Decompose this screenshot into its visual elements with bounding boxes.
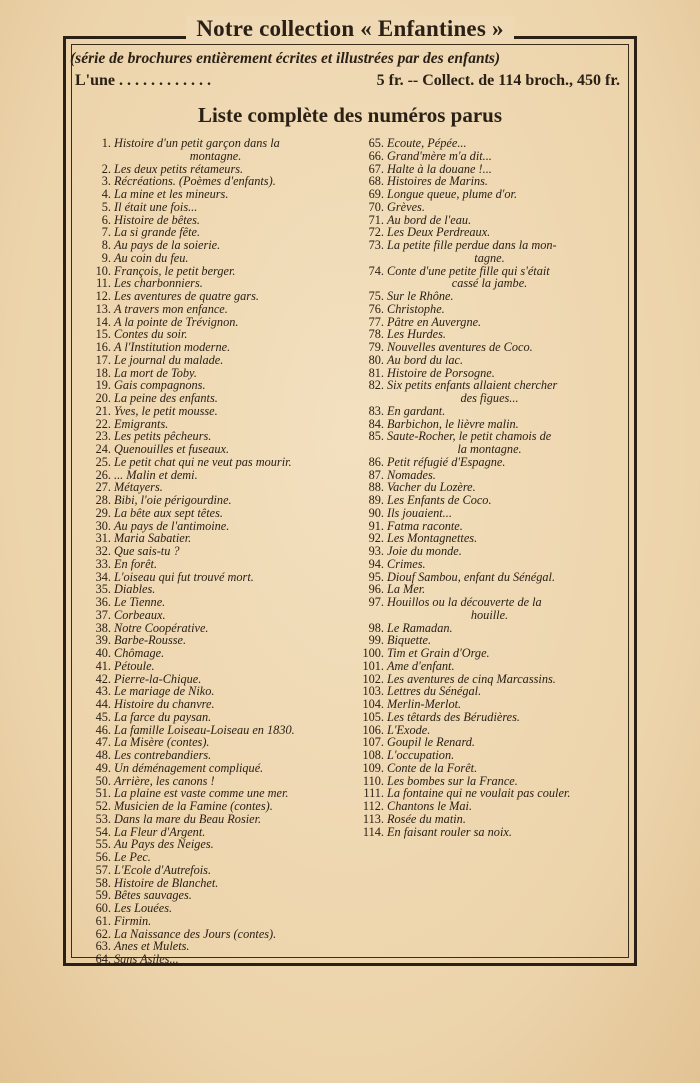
item-number: 31. <box>95 531 111 546</box>
item-number: 2. <box>101 161 111 176</box>
item-number: 97. <box>368 595 384 609</box>
item-number: 49. <box>95 760 111 775</box>
item-title-line: Les aventures de cinq Marcassins. <box>387 671 556 686</box>
item-number: 57. <box>95 862 111 877</box>
item-number: 72. <box>368 225 384 240</box>
item-number: 52. <box>95 799 111 813</box>
item-number: 27. <box>95 480 111 495</box>
item-number: 75. <box>368 289 384 303</box>
item-number: 24. <box>95 442 111 456</box>
item-title-line: La peine des enfants. <box>114 391 218 405</box>
item-title-line: Le mariage de Niko. <box>114 684 215 699</box>
item-title-continuation: des figues... <box>460 391 519 405</box>
item-title-line: A l'Institution moderne. <box>114 340 231 354</box>
item-number: 80. <box>368 352 384 367</box>
item-number: 70. <box>368 199 384 214</box>
title-box <box>0 16 700 42</box>
item-title-line: François, le petit berger. <box>114 263 236 278</box>
item-number: 73. <box>368 238 384 252</box>
item-title-line: Bibi, l'oie périgourdine. <box>114 493 232 507</box>
item-number: 69. <box>368 187 384 201</box>
item-title-line: Corbeaux. <box>114 607 166 622</box>
item-title-line: La famille Loiseau-Loiseau en 1830. <box>114 722 295 737</box>
item-number: 87. <box>368 467 384 482</box>
item-number: 84. <box>368 416 384 431</box>
item-number: 5. <box>101 199 111 214</box>
item-number: 11. <box>96 276 111 291</box>
item-title-line: L'occupation. <box>387 748 455 762</box>
item-title-line: Six petits enfants allaient chercher <box>387 378 558 393</box>
item-number: 30. <box>95 518 111 533</box>
item-number: 13. <box>95 301 111 316</box>
item-title-line: Emigrants. <box>114 416 169 431</box>
item-number: 7. <box>101 225 111 240</box>
item-number: 33. <box>95 556 111 571</box>
item-title-line: Quenouilles et fuseaux. <box>114 442 230 456</box>
item-title-continuation: montagne. <box>189 148 242 163</box>
item-number: 12. <box>95 289 111 303</box>
item-title-line: Fatma raconte. <box>387 518 463 533</box>
item-number: 56. <box>95 850 111 864</box>
item-number: 113. <box>362 811 384 826</box>
item-number: 112. <box>362 799 384 813</box>
list-heading: Liste complète des numéros parus <box>197 103 503 127</box>
item-title-line: Chantons le Mai. <box>387 799 473 813</box>
item-number: 63. <box>95 939 111 954</box>
item-number: 21. <box>95 403 111 418</box>
item-title-line: Les charbonniers. <box>114 276 203 291</box>
item-title-line: Notre Coopérative. <box>114 620 209 635</box>
item-number: 45. <box>95 709 111 724</box>
item-title-line: Firmin. <box>114 913 152 928</box>
item-title-line: Gais compagnons. <box>114 378 206 393</box>
item-number: 109. <box>362 760 384 775</box>
item-title-line: Un déménagement compliqué. <box>114 760 264 775</box>
item-number: 100. <box>362 646 384 660</box>
item-number: 54. <box>95 824 111 839</box>
item-title-line: A la pointe de Trévignon. <box>114 314 239 329</box>
item-number: 106. <box>362 722 384 737</box>
item-number: 29. <box>95 505 111 520</box>
item-number: 34. <box>95 569 111 584</box>
item-title-line: Le Ramadan. <box>387 620 453 635</box>
item-number: 110. <box>362 773 384 788</box>
item-title-line: La Misère (contes). <box>114 735 210 750</box>
item-title-line: Au pays de l'antimoine. <box>114 518 230 533</box>
item-title-line: Au Pays des Neiges. <box>114 837 214 852</box>
item-title-line: Le petit chat qui ne veut pas mourir. <box>114 454 292 469</box>
price-line <box>75 72 620 90</box>
item-title-line: Sur le Rhône. <box>387 289 454 303</box>
item-title-line: La plaine est vaste comme une mer. <box>114 786 289 801</box>
item-title-line: La Fleur d'Argent. <box>114 824 206 839</box>
item-title-line: Les bombes sur la France. <box>387 773 518 788</box>
item-number: 40. <box>95 646 111 660</box>
item-number: 58. <box>95 875 111 890</box>
item-title-line: La fontaine qui ne voulait pas couler. <box>387 786 571 801</box>
item-number: 88. <box>368 480 384 495</box>
item-number: 10. <box>95 263 111 278</box>
item-title-line: Ils jouaient... <box>387 505 452 520</box>
item-number: 37. <box>95 607 111 622</box>
item-number: 114. <box>362 824 384 839</box>
item-title-line: Grand'mère m'a dit... <box>387 148 492 163</box>
item-number: 79. <box>368 340 384 354</box>
list-item <box>84 137 347 163</box>
item-title-line: Rosée du matin. <box>387 811 466 826</box>
item-number: 17. <box>95 352 111 367</box>
list-item <box>357 826 622 839</box>
item-number: 92. <box>368 531 384 546</box>
item-number: 38. <box>95 620 111 635</box>
item-title-line: Lettres du Sénégal. <box>387 684 482 699</box>
item-title-line: L'oiseau qui fut trouvé mort. <box>114 569 254 584</box>
item-number: 51. <box>95 786 111 801</box>
item-title-line: Les aventures de quatre gars. <box>114 289 259 303</box>
item-title <box>387 379 622 405</box>
item-title-line: Goupil le Renard. <box>387 735 475 750</box>
list-item <box>357 379 622 405</box>
item-title-line: ... Malin et demi. <box>114 467 198 482</box>
item-title-line: La farce du paysan. <box>114 709 212 724</box>
item-title-line: Récréations. (Poèmes d'enfants). <box>114 174 276 189</box>
item-number: 42. <box>95 671 111 686</box>
item-title-line: Les contrebandiers. <box>114 748 212 762</box>
item-title <box>114 137 347 163</box>
item-title-continuation: tagne. <box>474 250 505 265</box>
item-title-line: Que sais-tu ? <box>114 544 180 558</box>
item-number: 94. <box>368 556 384 571</box>
item-title-line: Les Enfants de Coco. <box>387 493 492 507</box>
item-title-line: La mine et les mineurs. <box>114 187 229 201</box>
list-item <box>357 430 622 456</box>
item-number: 104. <box>362 697 384 711</box>
item-title-line: Les Hurdes. <box>387 327 446 342</box>
item-number: 36. <box>95 595 111 609</box>
item-number: 82. <box>368 378 384 393</box>
item-title-line: Histoires de Marins. <box>387 174 488 189</box>
item-title-line: Ame d'enfant. <box>387 658 455 673</box>
item-title-line: Musicien de la Famine (contes). <box>114 799 273 813</box>
item-title-line: Les Louées. <box>114 901 173 915</box>
item-title-line: Yves, le petit mousse. <box>114 403 218 418</box>
item-number: 14. <box>95 314 111 329</box>
item-title-line: Diables. <box>114 582 156 597</box>
item-title <box>387 430 622 456</box>
item-title-line: Vacher du Lozère. <box>387 480 476 495</box>
item-title-line: Ecoute, Pépée... <box>387 136 467 150</box>
item-title-line: Pâtre en Auvergne. <box>387 314 482 329</box>
item-title <box>387 239 622 265</box>
item-number: 59. <box>95 888 111 903</box>
item-number: 67. <box>368 161 384 176</box>
item-number: 81. <box>368 365 384 380</box>
item-title-line: Au coin du feu. <box>114 250 189 265</box>
item-title-line: Histoire d'un petit garçon dans la <box>114 136 280 150</box>
item-number: 101. <box>362 658 384 673</box>
item-title-line: En gardant. <box>387 403 446 418</box>
item-title-line: Joie du monde. <box>387 544 462 558</box>
item-title-line: A travers mon enfance. <box>114 301 228 316</box>
item-number: 20. <box>95 391 111 405</box>
item-number: 41. <box>95 658 111 673</box>
item-number: 50. <box>95 773 111 788</box>
item-title <box>387 826 622 839</box>
item-number: 48. <box>95 748 111 762</box>
item-title-line: Nouvelles aventures de Coco. <box>387 340 533 354</box>
item-title-line: Pierre-la-Chique. <box>114 671 202 686</box>
item-number: 86. <box>368 454 384 469</box>
item-title-line: L'Ecole d'Autrefois. <box>114 862 212 877</box>
item-number: 108. <box>362 748 384 762</box>
item-title-line: Il était une fois... <box>114 199 198 214</box>
item-number: 15. <box>95 327 111 342</box>
item-number: 28. <box>95 493 111 507</box>
list-item <box>84 953 347 966</box>
item-number: 68. <box>368 174 384 189</box>
item-number: 77. <box>368 314 384 329</box>
item-title-line: Nomades. <box>387 467 436 482</box>
item-number: 103. <box>362 684 384 699</box>
item-title-line: Anes et Mulets. <box>114 939 190 954</box>
item-title-line: Barbichon, le lièvre malin. <box>387 416 519 431</box>
item-title-line: Tim et Grain d'Orge. <box>387 646 490 660</box>
item-title-line: Grèves. <box>387 199 425 214</box>
item-number: 46. <box>95 722 111 737</box>
item-title-continuation: cassé la jambe. <box>451 276 528 291</box>
item-title-line: Dans la mare du Beau Rosier. <box>114 811 262 826</box>
item-number: 90. <box>368 505 384 520</box>
item-title-line: Houillos ou la découverte de la <box>387 595 542 609</box>
item-number: 61. <box>95 913 111 928</box>
item-title-line: En faisant rouler sa noix. <box>387 824 512 839</box>
item-title-line: Crimes. <box>387 556 426 571</box>
item-title-line: La Mer. <box>387 582 426 597</box>
item-title-line: Diouf Sambou, enfant du Sénégal. <box>387 569 556 584</box>
item-number: 91. <box>368 518 384 533</box>
item-title-line: Biquette. <box>387 633 432 648</box>
item-title-line: Halte à la douane !... <box>387 161 492 176</box>
item-title-line: L'Exode. <box>387 722 431 737</box>
item-number: 64. <box>95 952 111 966</box>
item-number: 47. <box>95 735 111 750</box>
item-number: 65. <box>368 136 384 150</box>
price-collection: 5 fr. -- Collect. de 114 broch., 450 fr. <box>376 72 620 89</box>
item-number: 99. <box>368 633 384 648</box>
item-title-line: Au bord de l'eau. <box>387 212 472 227</box>
item-number: 76. <box>368 301 384 316</box>
item-title-continuation: houille. <box>470 607 509 622</box>
item-title-line: Au pays de la soierie. <box>114 238 221 252</box>
item-title-line: Au bord du lac. <box>387 352 464 367</box>
item-title-continuation: la montagne. <box>457 442 522 456</box>
item-title-line: Merlin-Merlot. <box>387 697 462 711</box>
item-title-line: Métayers. <box>114 480 163 495</box>
item-number: 3. <box>101 174 111 189</box>
item-number: 4. <box>101 187 111 201</box>
item-title <box>387 265 622 291</box>
item-title-line: Sans Asiles... <box>114 952 179 966</box>
collection-subtitle: (série de brochures entièrement écrites et illustrées par des enfants) <box>70 50 501 67</box>
item-number: 19. <box>95 378 111 393</box>
item-title-line: Les deux petits rétameurs. <box>114 161 244 176</box>
item-number: 1. <box>101 136 111 150</box>
item-title-line: Le Pec. <box>114 850 151 864</box>
item-number: 60. <box>95 901 111 915</box>
collection-title: Notre collection « Enfantines » <box>186 16 513 42</box>
item-number: 62. <box>95 926 111 941</box>
item-title-line: La bête aux sept têtes. <box>114 505 223 520</box>
item-number: 18. <box>95 365 111 380</box>
item-title-line: Barbe-Rousse. <box>114 633 187 648</box>
item-title-line: La Naissance des Jours (contes). <box>114 926 277 941</box>
item-number: 6. <box>101 212 111 227</box>
item-title-line: Le journal du malade. <box>114 352 224 367</box>
item-title <box>114 953 347 966</box>
item-number: 78. <box>368 327 384 342</box>
item-title-line: Les petits pêcheurs. <box>114 429 212 444</box>
item-number: 85. <box>368 429 384 444</box>
item-title-line: Christophe. <box>387 301 445 316</box>
item-number: 9. <box>101 250 111 265</box>
item-number: 8. <box>101 238 111 252</box>
right-column-list <box>357 137 622 838</box>
item-title-line: Histoire de Porsogne. <box>387 365 495 380</box>
item-title-line: Histoire de Blanchet. <box>114 875 219 890</box>
item-title-line: Saute-Rocher, le petit chamois de <box>387 429 552 444</box>
item-number: 93. <box>368 544 384 558</box>
item-number: 74. <box>368 263 384 278</box>
item-number: 83. <box>368 403 384 418</box>
item-number: 16. <box>95 340 111 354</box>
item-number: 105. <box>362 709 384 724</box>
item-number: 66. <box>368 148 384 163</box>
item-title-line: Petit réfugié d'Espagne. <box>387 454 506 469</box>
item-title-line: En forêt. <box>114 556 158 571</box>
item-title-line: Longue queue, plume d'or. <box>387 187 518 201</box>
item-number: 22. <box>95 416 111 431</box>
item-title-line: Conte de la Forêt. <box>387 760 478 775</box>
item-number: 32. <box>95 544 111 558</box>
item-title-line: Histoire du chanvre. <box>114 697 215 711</box>
item-number: 71. <box>368 212 384 227</box>
item-number: 95. <box>368 569 384 584</box>
item-number: 25. <box>95 454 111 469</box>
item-title-line: La petite fille perdue dans la mon- <box>387 238 557 252</box>
item-title-line: Contes du soir. <box>114 327 188 342</box>
item-number: 98. <box>368 620 384 635</box>
list-item <box>357 265 622 291</box>
item-title-line: Pétoule. <box>114 658 155 673</box>
item-number: 107. <box>362 735 384 750</box>
left-column-list <box>84 137 347 966</box>
item-title-line: Les têtards des Bérudières. <box>387 709 520 724</box>
item-title-line: Le Tienne. <box>114 595 166 609</box>
item-number: 26. <box>95 467 111 482</box>
item-number: 43. <box>95 684 111 699</box>
item-number: 102. <box>362 671 384 686</box>
list-item <box>357 596 622 622</box>
item-title-line: Arrière, les canons ! <box>114 773 215 788</box>
item-title-line: Histoire de bêtes. <box>114 212 200 227</box>
item-title-line: Maria Sabatier. <box>114 531 192 546</box>
item-title-line: Chômage. <box>114 646 165 660</box>
item-title-line: Conte d'une petite fille qui s'était <box>387 263 550 278</box>
list-item <box>357 239 622 265</box>
item-title-line: Les Montagnettes. <box>387 531 478 546</box>
item-number: 35. <box>95 582 111 597</box>
item-number: 111. <box>363 786 384 801</box>
item-number: 89. <box>368 493 384 507</box>
item-title-line: Bêtes sauvages. <box>114 888 192 903</box>
item-title-line: Les Deux Perdreaux. <box>387 225 491 240</box>
item-number: 39. <box>95 633 111 648</box>
item-title <box>387 596 622 622</box>
item-number: 23. <box>95 429 111 444</box>
item-number: 53. <box>95 811 111 826</box>
item-number: 55. <box>95 837 111 852</box>
item-number: 96. <box>368 582 384 597</box>
item-number: 44. <box>95 697 111 711</box>
price-single: L'une . . . . . . . . . . . . <box>75 72 212 89</box>
item-title-line: La mort de Toby. <box>114 365 197 380</box>
item-title-line: La si grande fête. <box>114 225 201 240</box>
